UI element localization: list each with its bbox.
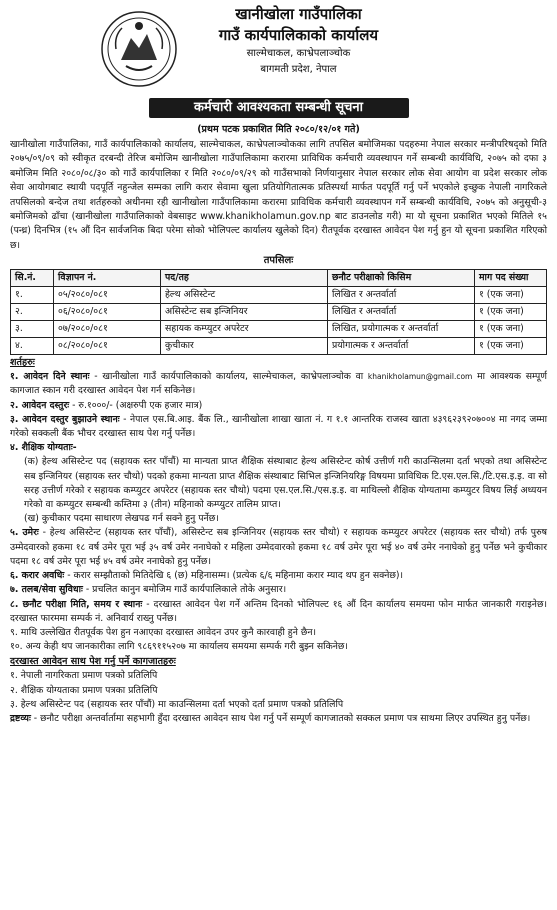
col-post: पद/तह (161, 270, 328, 287)
term-8-label: ८. छनौट परीक्षा मिति, समय र स्थानः (10, 598, 143, 610)
notice-title: कर्मचारी आवश्यकता सम्बन्धी सूचना (149, 98, 409, 118)
term-7-text: - प्रचलित कानुन बमोजिम गाउँ कार्यपालिकाले तोके अनुसार। (85, 584, 287, 596)
email-link[interactable]: khanikholamun@gmail.com (367, 372, 473, 382)
term-5 (10, 526, 547, 569)
municipality-name: खानीखोला गाउँपालिका (235, 5, 362, 23)
doc-2: २. शैक्षिक योग्यताका प्रमाण पत्रका प्रतिलिपि (10, 684, 158, 696)
cell-ad-no: ०७/२०८०/०८१ (54, 321, 161, 338)
term-8 (10, 598, 547, 626)
term-1-text: - खानीखोला गाउँ कार्यपालिकाको कार्यालय, साल्मेचाकल, काभ्रेपलाञ्चोक वा (94, 371, 364, 383)
terms-heading: शर्तहरुः (10, 357, 35, 369)
col-count: माग पद संख्या (475, 270, 547, 287)
documents-heading: दरखास्त आवेदन साथ पेश गर्नु पर्ने कागजातहरुः (10, 656, 176, 668)
term-7 (10, 583, 547, 597)
term-8-text: - दरखास्त आवेदन पेश गर्ने अन्तिम दिनको भोलिपल्ट १६ औं दिन कार्यालय समयमा फोन मार्फत जानकारी गराइनेछ। दरखास्त फारममा सम्पर्क नं. अनिवार्य राख्नु पर्नेछ। (10, 598, 547, 624)
term-6 (10, 569, 547, 583)
term-9: ९. माथि उल्लेखित रीतपूर्वक पेश हुन नआएका दरखास्त आवेदन उपर कुनै कारवाही हुने छैन। (10, 626, 317, 638)
posts-table (10, 269, 547, 355)
col-exam-type: छनौट परीक्षाको किसिम (328, 270, 475, 287)
office-address: साल्मेचाकल, काभ्रेपलाञ्चोक (246, 48, 351, 59)
term-1-label: १. आवेदन दिने स्थानः (10, 371, 90, 383)
intro-paragraph: खानीखोला गाउँपालिका, गाउँ कार्यपालिकाको कार्यालय, साल्मेचाकल, काभ्रेपलाञ्चोकका लागि तपसिल बमोजिमका पदहरुमा नेपाल सरकार मन्त्रीपरिषद्को मिति २०७५/०९/०९ को स्वीकृत दरबन्दी तेरिज बमोजिम खानीखोला गाउँपालिकामा करारमा प्राविधिक कर्मचारी व्यवस्थापन गर्ने सम्बन्धी कार्यविधि, २०७५ को दफा ३ बमोजिम मिति २०८०/०८/३० को गाउँ कार्यपालिका र मिति २०८०/०९/२९ को गाउँसभाको निर्णयानुसार नेपाल सरकार लोक सेवा आयोग वा प्रदेश सरकार लोक सेवा आयोगबाट स्थायी पदपूर्ति नहुन्जेल सम्मका लागि करार सेवामा खुला प्रतियोगितात्मक प्रतिस्पर्धा मार्फत पदपूर्ति गर्नु पर्ने भएकोले इच्छुक नेपाली नागरिकले तपसिलको बन्देज तथा शर्तहरुको अधीनमा रही खानीखोला गाउँपालिकामा करारमा प्राविधिक कर्मचारी व्यवस्थापन गर्ने सम्बन्धी कार्यविधि, २०७५ को अनुसूची-३ बमोजिमको ढाँचा (खानीखोला गाउँपालिकाको वेबसाइट www.khanikholamun.gov.np बाट डाउनलोड गरी) मा यो सूचना प्रकाशित भएको मितिले १५ (पन्ध्र) दिनभित्र (१५ औं दिन सार्वजनिक बिदा परेमा सोको भोलिपल्ट कार्यालय खुलेको दिन) रीतपूर्वक दरखास्त आवेदन पेश गर्नु हुन यो सूचना प्रकाशित गरिएको छ। (10, 139, 547, 251)
term-4a: (क) हेल्थ असिस्टेन्ट पद (सहायक स्तर पाँचौं) मा मान्यता प्राप्त शैक्षिक संस्थाबाट हेल्थ असिस्टेन्ट कोर्ष उत्तीर्ण गरी काउन्सिलमा दर्ता भएको तथा असिस्टेन्ट सब इन्जिनियर (सहायक स्तर चौथो) पदको हकमा मान्यता प्राप्त शैक्षिक संस्थाबाट सिभिल इन्जिनियरिङ्ग विषयमा प्राविधिक टि.एस.एल.सि./टि.एस.इ.इ. वा सो सरह उत्तीर्ण गरेको र सहायक कम्प्युटर अपरेटर (सहायक स्तर चौथो) पदमा एस.एल.सि./एस.इ.इ. वा माथिल्लो शैक्षिक योग्यतामा कम्प्युटर विषय लिई अध्ययन गरेको वा कम्प्युटर सम्बन्धी कम्तिमा ३ (तीन) महिनाको कम्प्युटर तालिम प्राप्त। (24, 456, 547, 511)
term-1-text2: मा आवश्यक सम्पूर्ण कागजात स्कान गरी दरखास्त आवेदन पेश गर्न सकिनेछ। (10, 371, 547, 397)
province-line: बागमती प्रदेश, नेपाल (260, 64, 337, 75)
cell-exam-type: प्रयोगात्मक र अन्तर्वार्ता (328, 338, 475, 355)
cell-count: १ (एक जना) (475, 338, 547, 355)
col-sn: सि.नं. (11, 270, 54, 287)
term-4b: (ख) कुचीकार पदमा साधारण लेखपढ गर्न सक्ने हुनु पर्नेछ। (24, 513, 219, 525)
publish-date: (प्रथम पटक प्रकाशित मिति २०८०/१२/०१ गते) (197, 124, 360, 135)
term-2-text: - रु.१०००/- (अक्षरुपी एक हजार मात्र) (72, 399, 203, 411)
note-label: द्रष्टव्यः (10, 712, 31, 724)
term-3-text: - नेपाल एस.बि.आइ. बैंक लि., खानीखोला शाखा खाता नं. ग १.१ आन्तरिक राजस्व खाता ४३९६२३९२०७००४ मा नगद जम्मा गरेको सक्कली बैंक भौचर दरखास्त साथ पेश गर्नु पर्नेछ। (10, 413, 547, 440)
cell-post: कुचीकार (161, 338, 328, 355)
col-ad-no: विज्ञापन नं. (54, 270, 161, 287)
office-name: गाउँ कार्यपालिकाको कार्यालय (218, 26, 379, 44)
term-3 (10, 413, 547, 441)
term-2 (10, 399, 547, 413)
tapsil-heading: तपसिलः (263, 255, 294, 267)
cell-sn: ३. (11, 321, 54, 338)
table-header-row (11, 270, 547, 287)
note (10, 712, 547, 726)
term-3-label: ३. आवेदन दस्तुर बुझाउने स्थानः (10, 413, 120, 425)
term-4 (10, 441, 547, 455)
table-row (11, 338, 547, 355)
cell-exam-type: लिखित र अन्तर्वार्ता (328, 304, 475, 321)
term-7-label: ७. तलब/सेवा सुविधाः (10, 584, 83, 596)
table-row (11, 287, 547, 304)
cell-post: असिस्टेन्ट सब इन्जिनियर (161, 304, 328, 321)
doc-1: १. नेपाली नागरिकता प्रमाण पत्रको प्रतिलिपि (10, 670, 158, 682)
cell-ad-no: ०८/२०८०/०८१ (54, 338, 161, 355)
cell-post: सहायक कम्प्युटर अपरेटर (161, 321, 328, 338)
cell-count: १ (एक जना) (475, 321, 547, 338)
term-6-text: - करार सम्झौताको मितिदेखि ६ (छ) महिनासम्म। (प्रत्येक ६/६ महिनामा करार म्याद थप हुन सक्नेछ)। (67, 570, 404, 582)
cell-sn: २. (11, 304, 54, 321)
note-text: - छनौट परीक्षा अन्तर्वार्तामा सहभागी हुँदा दरखास्त आवेदन साथ पेश गर्नु पर्ने सम्पूर्ण कागजातको सक्कल प्रमाण पत्र साथमा लिएर उपस्थित हुनु पर्नेछ। (33, 712, 531, 724)
table-row (11, 321, 547, 338)
cell-post: हेल्थ असिस्टेन्ट (161, 287, 328, 304)
cell-exam-type: लिखित, प्रयोगात्मक र अन्तर्वार्ता (328, 321, 475, 338)
term-5-label: ५. उमेरः (10, 527, 39, 539)
term-4-label: ४. शैक्षिक योग्यताः- (10, 442, 77, 454)
cell-count: १ (एक जना) (475, 304, 547, 321)
cell-ad-no: ०६/२०८०/०८१ (54, 304, 161, 321)
cell-sn: १. (11, 287, 54, 304)
term-10: १०. अन्य केही थप जानकारीका लागि ९८६९११५२०७ मा कार्यालय समयमा सम्पर्क गरी बुझ्न सकिनेछ। (10, 641, 348, 653)
letterhead (10, 0, 547, 98)
term-1 (10, 370, 547, 398)
cell-count: १ (एक जना) (475, 287, 547, 304)
cell-ad-no: ०५/२०८०/०८१ (54, 287, 161, 304)
table-row (11, 304, 547, 321)
cell-exam-type: लिखित र अन्तर्वार्ता (328, 287, 475, 304)
term-6-label: ६. करार अवधिः (10, 570, 65, 582)
cell-sn: ४. (11, 338, 54, 355)
doc-3: ३. हेल्थ असिस्टेन्ट पद (सहायक स्तर पाँचौं) मा काउन्सिलमा दर्ता भएको दर्ता प्रमाण पत्रको प्रतिलिपि (10, 698, 344, 710)
term-2-label: २. आवेदन दस्तुरः (10, 399, 70, 411)
term-5-text: - हेल्थ असिस्टेन्ट (सहायक स्तर पाँचौं), असिस्टेन्ट सब इन्जिनियर (सहायक स्तर चौथो) र सहायक कम्प्युटर अपरेटर (सहायक स्तर चौथो) तर्फ पुरुष उम्मेदवारको हकमा १८ वर्ष उमेर पूरा भई ३५ वर्ष उमेर ननाघेको र महिला उम्मेदवारको हकमा १८ वर्ष उमेर पूरा भई ४० वर्ष उमेर ननाघेको हुनु पर्नेछ भने कुचीकार पदमा १८ वर्ष उमेर पूरा भई ४५ वर्ष उमेर ननाघेको हुनु पर्नेछ। (10, 527, 548, 567)
